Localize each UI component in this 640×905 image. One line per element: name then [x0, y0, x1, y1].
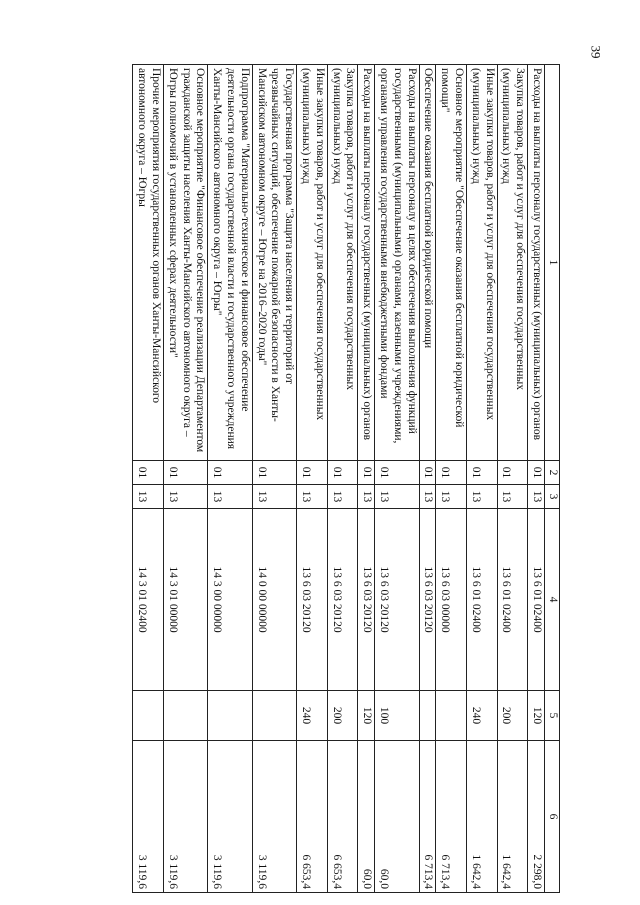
table-row — [419, 65, 436, 893]
budget-table — [132, 64, 560, 893]
table-row — [297, 65, 328, 893]
row-subsection: 13 — [528, 485, 545, 509]
row-description: Расходы на выплаты персоналу государственных (муниципальных) органов — [358, 65, 375, 461]
table-row — [252, 65, 296, 893]
row-description: Закупка товаров, работ и услуг для обеспечения государственных (муниципальных) нужд — [327, 65, 358, 461]
row-expense-type: 200 — [497, 691, 528, 741]
row-target-code: 13 6 03 20120 — [297, 509, 328, 691]
table-row — [528, 65, 545, 893]
row-description: Иные закупки товаров, работ и услуг для обеспечения государственных (муниципальных) нужд — [297, 65, 328, 461]
row-target-code: 13 6 01 02400 — [467, 509, 498, 691]
row-section: 01 — [133, 461, 164, 485]
row-subsection: 13 — [419, 485, 436, 509]
row-description: Закупка товаров, работ и услуг для обеспечения государственных (муниципальных) нужд — [497, 65, 528, 461]
row-amount: 6 713,4 — [436, 741, 467, 893]
table-row — [436, 65, 467, 893]
row-amount: 3 119,6 — [252, 741, 296, 893]
table-row — [327, 65, 358, 893]
row-target-code: 13 6 03 00000 — [436, 509, 467, 691]
row-target-code: 14 0 00 00000 — [252, 509, 296, 691]
header-col-4: 4 — [545, 509, 560, 691]
table-row — [467, 65, 498, 893]
row-section: 01 — [252, 461, 296, 485]
row-expense-type — [436, 691, 467, 741]
row-amount: 3 119,6 — [133, 741, 164, 893]
table-row — [375, 65, 419, 893]
row-subsection: 13 — [208, 485, 252, 509]
row-section: 01 — [436, 461, 467, 485]
row-target-code: 13 6 03 20120 — [375, 509, 419, 691]
row-amount: 2 298,0 — [528, 741, 545, 893]
row-expense-type — [164, 691, 208, 741]
row-section: 01 — [164, 461, 208, 485]
row-subsection: 13 — [252, 485, 296, 509]
row-amount: 60,0 — [375, 741, 419, 893]
row-target-code: 13 6 03 20120 — [327, 509, 358, 691]
row-expense-type: 200 — [327, 691, 358, 741]
row-amount: 3 119,6 — [164, 741, 208, 893]
page-number: 39 — [588, 45, 604, 59]
row-description: Основное мероприятие "Обеспечение оказания бесплатной юридической помощи" — [436, 65, 467, 461]
row-expense-type: 240 — [297, 691, 328, 741]
row-subsection: 13 — [436, 485, 467, 509]
table-row — [497, 65, 528, 893]
rotated-table-container — [86, 64, 560, 892]
row-description: Обеспечение оказания бесплатной юридической помощи — [419, 65, 436, 461]
row-expense-type: 240 — [467, 691, 498, 741]
table-row — [208, 65, 252, 893]
header-col-6: 6 — [545, 741, 560, 893]
row-amount: 6 713,4 — [419, 741, 436, 893]
row-expense-type: 100 — [375, 691, 419, 741]
row-description: Подпрограмма "Материально-техническое и финансовое обеспечение деятельности органа государственной власти и государственного учреждения Ханты-Мансийского автономного округа – Югры" — [208, 65, 252, 461]
row-description: Прочие мероприятия государственных органов Ханты-Мансийского автономного округа – Югры — [133, 65, 164, 461]
row-subsection: 13 — [467, 485, 498, 509]
row-section: 01 — [419, 461, 436, 485]
row-target-code: 14 3 00 00000 — [208, 509, 252, 691]
row-target-code: 14 3 01 02400 — [133, 509, 164, 691]
row-subsection: 13 — [327, 485, 358, 509]
row-subsection: 13 — [358, 485, 375, 509]
table-row — [358, 65, 375, 893]
row-amount: 6 653,4 — [327, 741, 358, 893]
row-expense-type: 120 — [358, 691, 375, 741]
row-subsection: 13 — [133, 485, 164, 509]
table-row — [164, 65, 208, 893]
row-amount: 1 642,4 — [497, 741, 528, 893]
row-amount: 3 119,6 — [208, 741, 252, 893]
row-section: 01 — [467, 461, 498, 485]
row-description: Расходы на выплаты персоналу государственных (муниципальных) органов — [528, 65, 545, 461]
header-col-2: 2 — [545, 461, 560, 485]
row-section: 01 — [528, 461, 545, 485]
row-target-code: 13 6 01 02400 — [497, 509, 528, 691]
row-section: 01 — [297, 461, 328, 485]
header-col-3: 3 — [545, 485, 560, 509]
row-subsection: 13 — [497, 485, 528, 509]
row-expense-type — [419, 691, 436, 741]
row-target-code: 13 6 03 20120 — [358, 509, 375, 691]
row-target-code: 13 6 03 20120 — [419, 509, 436, 691]
row-section: 01 — [358, 461, 375, 485]
header-col-1: 1 — [545, 65, 560, 461]
table-body — [133, 65, 545, 893]
table-row — [133, 65, 164, 893]
row-description: Иные закупки товаров, работ и услуг для обеспечения государственных (муниципальных) нужд — [467, 65, 498, 461]
row-subsection: 13 — [375, 485, 419, 509]
row-description: Расходы на выплаты персоналу в целях обеспечения выполнения функций государственными (муниципальными) органами, казенными учреждениями, органами управления государственными внебюджетными фондами — [375, 65, 419, 461]
row-amount: 6 653,4 — [297, 741, 328, 893]
row-expense-type — [208, 691, 252, 741]
row-description: Государственная программа "Защита населения и территорий от чрезвычайных ситуаций, обеспечение пожарной безопасности в Ханты-Мансийском автономном округе – Югре на 2016–2020 годы" — [252, 65, 296, 461]
header-col-5: 5 — [545, 691, 560, 741]
row-target-code: 14 3 01 00000 — [164, 509, 208, 691]
row-section: 01 — [327, 461, 358, 485]
row-section: 01 — [497, 461, 528, 485]
row-target-code: 13 6 01 02400 — [528, 509, 545, 691]
row-subsection: 13 — [297, 485, 328, 509]
row-expense-type — [252, 691, 296, 741]
row-section: 01 — [208, 461, 252, 485]
row-subsection: 13 — [164, 485, 208, 509]
row-amount: 1 642,4 — [467, 741, 498, 893]
row-description: Основное мероприятие "Финансовое обеспечение реализации Департаментом гражданской защиты населения Ханты-Мансийского автономного округа – Югры полномочий в установленных сферах деятельности" — [164, 65, 208, 461]
header-row — [545, 65, 560, 893]
row-expense-type — [133, 691, 164, 741]
row-section: 01 — [375, 461, 419, 485]
row-amount: 60,0 — [358, 741, 375, 893]
row-expense-type: 120 — [528, 691, 545, 741]
